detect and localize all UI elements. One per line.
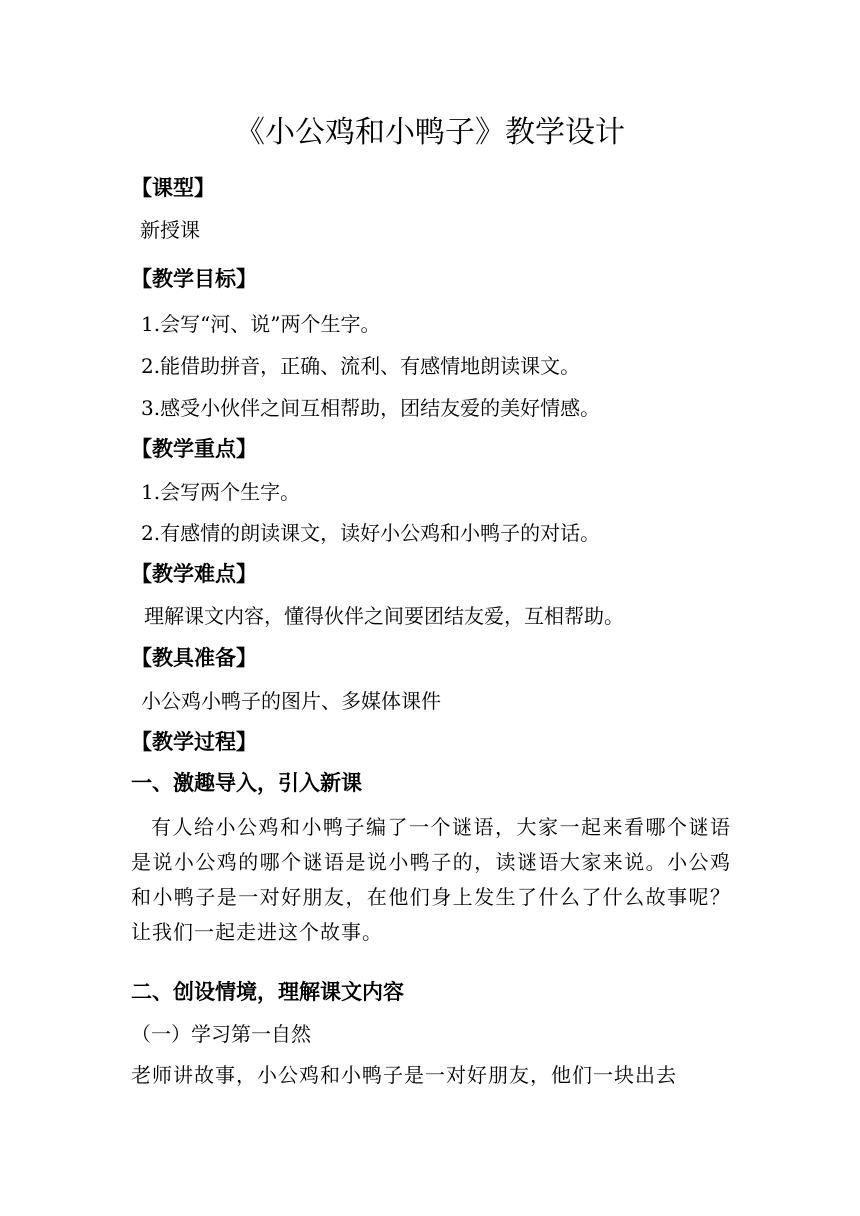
section-title: 一、激趣导入，引入新课 — [131, 771, 362, 795]
difficulties-text: 理解课文内容，懂得伙伴之间要团结友爱，互相帮助。 — [144, 604, 624, 628]
body-paragraph: 有人给小公鸡和小鸭子编了一个谜语，大家一起来看哪个谜语是说小公鸡的哪个谜语是说小鸭子的，读谜语大家来说。小公鸡和小鸭子是一对好朋友，在他们身上发生了什么了什么故事呢？让我们一起走进这个故事。 — [131, 815, 731, 944]
objective-item: 1.会写“河、说”两个生字。 — [141, 312, 381, 336]
lesson-type-text: 新授课 — [140, 218, 200, 242]
materials-text: 小公鸡小鸭子的图片、多媒体课件 — [141, 689, 441, 713]
document-title: 《小公鸡和小鸭子》教学设计 — [235, 115, 625, 150]
body-paragraph: 老师讲故事，小公鸡和小鸭子是一对好朋友，他们一块出去 — [131, 1063, 677, 1087]
objective-item: 2.能借助拼音，正确、流利、有感情地朗读课文。 — [141, 354, 581, 378]
heading-difficulties: 【教学难点】 — [131, 562, 257, 586]
heading-materials: 【教具准备】 — [131, 646, 257, 670]
heading-key-points: 【教学重点】 — [131, 437, 257, 461]
heading-lesson-type: 【课型】 — [131, 176, 215, 200]
heading-process: 【教学过程】 — [131, 730, 257, 754]
section-title: 二、创设情境，理解课文内容 — [131, 980, 404, 1004]
key-point-item: 1.会写两个生字。 — [141, 480, 301, 504]
objective-item: 3.感受小伙伴之间互相帮助，团结友爱的美好情感。 — [141, 396, 601, 420]
subsection-title: （一）学习第一自然 — [131, 1022, 311, 1046]
key-point-item: 2.有感情的朗读课文，读好小公鸡和小鸭子的对话。 — [141, 521, 601, 545]
heading-objectives: 【教学目标】 — [131, 267, 257, 291]
